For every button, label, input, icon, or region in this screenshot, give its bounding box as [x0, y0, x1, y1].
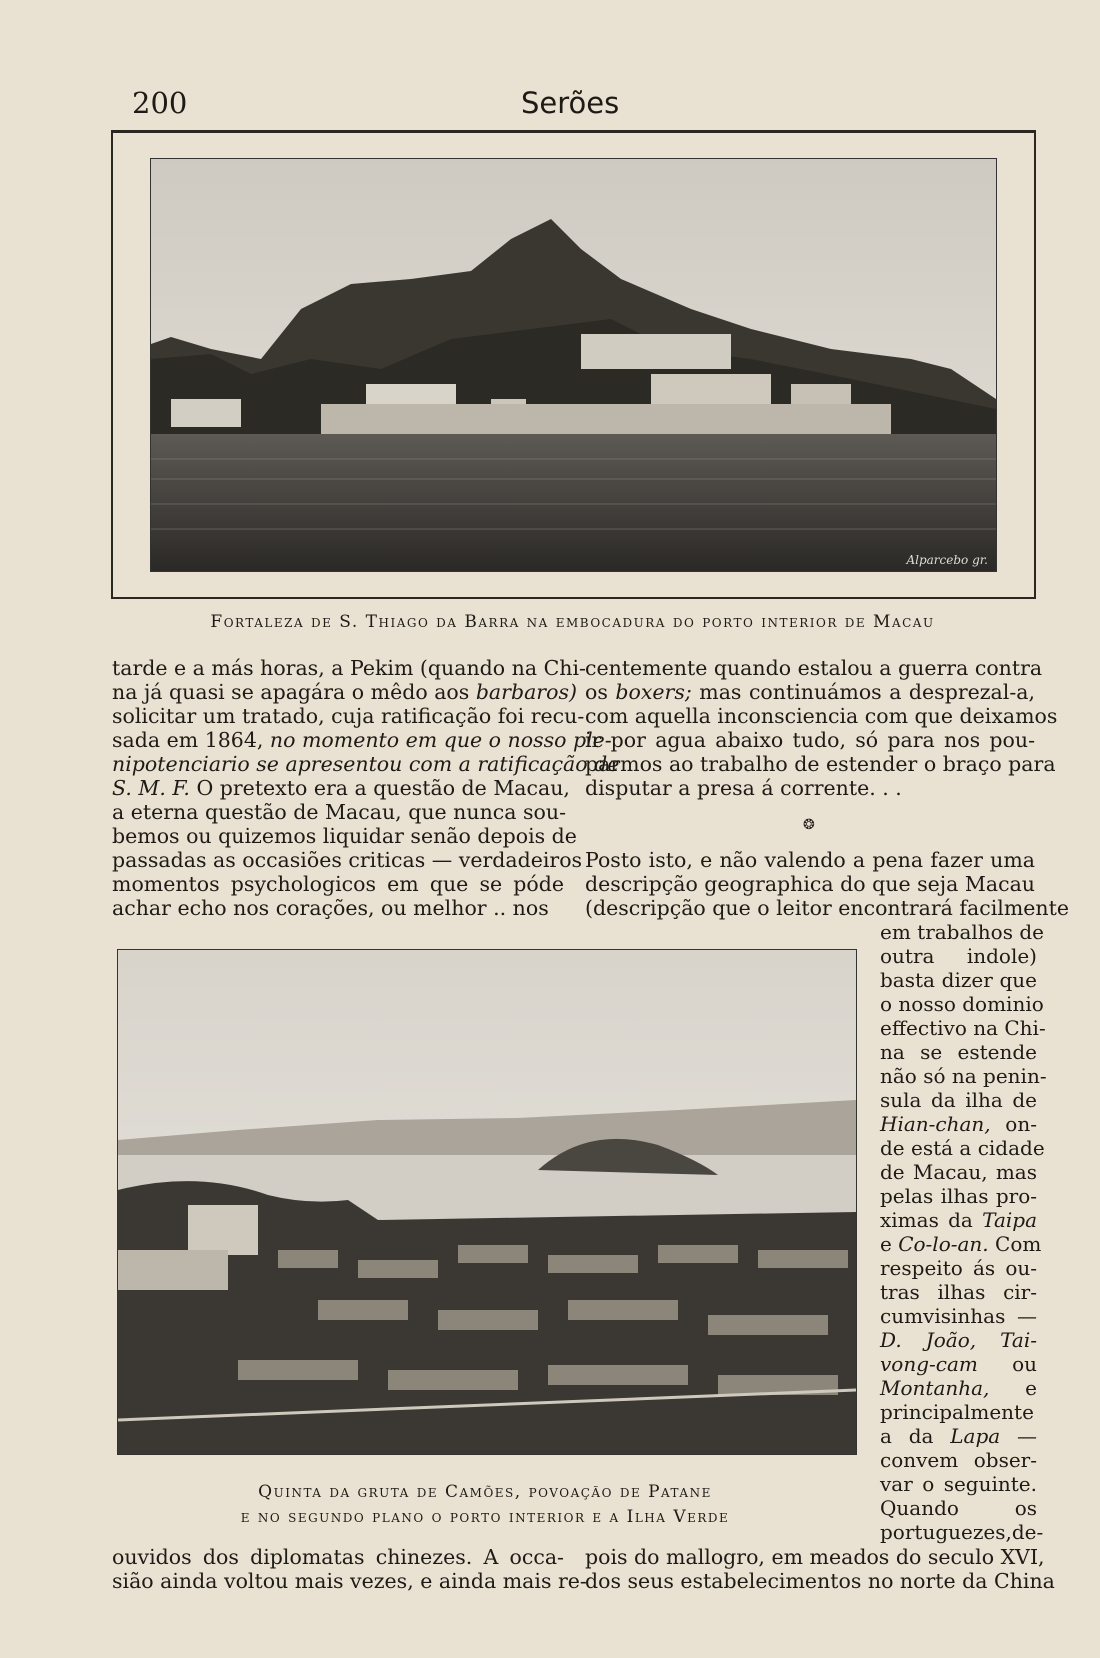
bottom-left-column: [112, 1545, 587, 1593]
text-line: Hian-chan, on-: [880, 1112, 1037, 1136]
fortress-photo: [150, 158, 997, 572]
text-line: passadas as occasiões criticas — verdadeiros: [112, 848, 583, 872]
text-line: bemos ou quizemos liquidar senão depois de: [112, 824, 577, 848]
text-line: os boxers; mas continuámos a desprezal-a,: [585, 680, 1035, 704]
text-line: respeito ás ou-: [880, 1256, 1037, 1280]
text-line: achar echo nos corações, ou melhor .. nos: [112, 896, 549, 920]
right-column-top: [585, 656, 1058, 800]
text-line: a eterna questão de Macau, que nunca sou-: [112, 800, 566, 824]
text-line: Posto isto, e não valendo a pena fazer uma: [585, 848, 1035, 872]
text-line: ir por agua abaixo tudo, só para nos pou-: [585, 728, 1035, 752]
text-line: principalmente: [880, 1400, 1034, 1424]
text-line: ximas da Taipa: [880, 1208, 1037, 1232]
right-column-narrow: [880, 920, 1047, 1544]
text-line: Quando os: [880, 1496, 1037, 1520]
text-line: (descripção que o leitor encontrará facilmente: [585, 896, 1069, 920]
harbour-illustration: [118, 950, 856, 1454]
text-line: solicitar um tratado, cuja ratificação foi recu-: [112, 704, 585, 728]
text-line: ouvidos dos diplomatas chinezes. A occa-: [112, 1545, 564, 1569]
figure1-caption: Fortaleza de S. Thiago da Barra na embocadura do porto interior de Macau: [210, 612, 935, 632]
harbour-photo: [117, 949, 857, 1455]
text-line: tras ilhas cir-: [880, 1280, 1037, 1304]
engraver-credit: Alparcebo gr.: [906, 553, 988, 567]
fortress-illustration: [151, 159, 996, 571]
text-line: com aquella inconsciencia com que deixamos: [585, 704, 1058, 728]
text-line: sião ainda voltou mais vezes, e ainda mais re-: [112, 1569, 587, 1593]
text-line: sula da ilha de: [880, 1088, 1037, 1112]
text-line: a da Lapa —: [880, 1424, 1038, 1448]
text-line: parmos ao trabalho de estender o braço para: [585, 752, 1056, 776]
text-line: disputar a presa á corrente. . .: [585, 776, 902, 800]
text-line: Montanha, e: [880, 1376, 1037, 1400]
text-line: não só na penin-: [880, 1064, 1047, 1088]
text-line: var o seguinte.: [880, 1472, 1037, 1496]
running-title: Serões: [521, 86, 620, 120]
text-line: nipotenciario se apresentou com a ratificação de: [112, 752, 620, 776]
text-line: portuguezes,de-: [880, 1520, 1044, 1544]
text-line: descripção geographica do que seja Macau: [585, 872, 1035, 896]
text-line: effectivo na Chi-: [880, 1016, 1046, 1040]
text-line: S. M. F. O pretexto era a questão de Macau,: [112, 776, 570, 800]
text-line: na se estende: [880, 1040, 1037, 1064]
figure2-caption-line2: e no segundo plano o porto interior e a Ilha Verde: [240, 1507, 730, 1527]
text-line: centemente quando estalou a guerra contra: [585, 656, 1043, 680]
text-line: e Co-lo-an. Com: [880, 1232, 1042, 1256]
section-ornament: ❂: [803, 817, 815, 833]
text-line: dos seus estabelecimentos no norte da China: [585, 1569, 1055, 1593]
left-column: [112, 656, 620, 920]
text-line: pois do mallogro, em meados do seculo XVI,: [585, 1545, 1045, 1569]
text-line: sada em 1864, no momento em que o nosso ple-: [112, 728, 612, 752]
page-number: 200: [132, 86, 188, 120]
text-line: momentos psychologicos em que se póde: [112, 872, 564, 896]
text-line: pelas ilhas pro-: [880, 1184, 1037, 1208]
right-column-paragraph: [585, 848, 1069, 920]
bottom-right-column: [585, 1545, 1055, 1593]
text-line: convem obser-: [880, 1448, 1037, 1472]
text-line: cumvisinhas —: [880, 1304, 1037, 1328]
text-line: de está a cidade: [880, 1136, 1045, 1160]
text-line: em trabalhos de: [880, 920, 1044, 944]
figure2-caption-line1: Quinta da gruta de Camões, povoação de Patane: [258, 1482, 712, 1502]
text-line: o nosso dominio: [880, 992, 1044, 1016]
text-line: vong-cam ou: [880, 1352, 1037, 1376]
text-line: basta dizer que: [880, 968, 1037, 992]
text-line: outra indole): [880, 944, 1037, 968]
text-line: na já quasi se apagára o mêdo aos barbaros): [112, 680, 577, 704]
text-line: de Macau, mas: [880, 1160, 1037, 1184]
text-line: D. João, Tai-: [880, 1328, 1037, 1352]
text-line: tarde e a más horas, a Pekim (quando na Chi-: [112, 656, 586, 680]
